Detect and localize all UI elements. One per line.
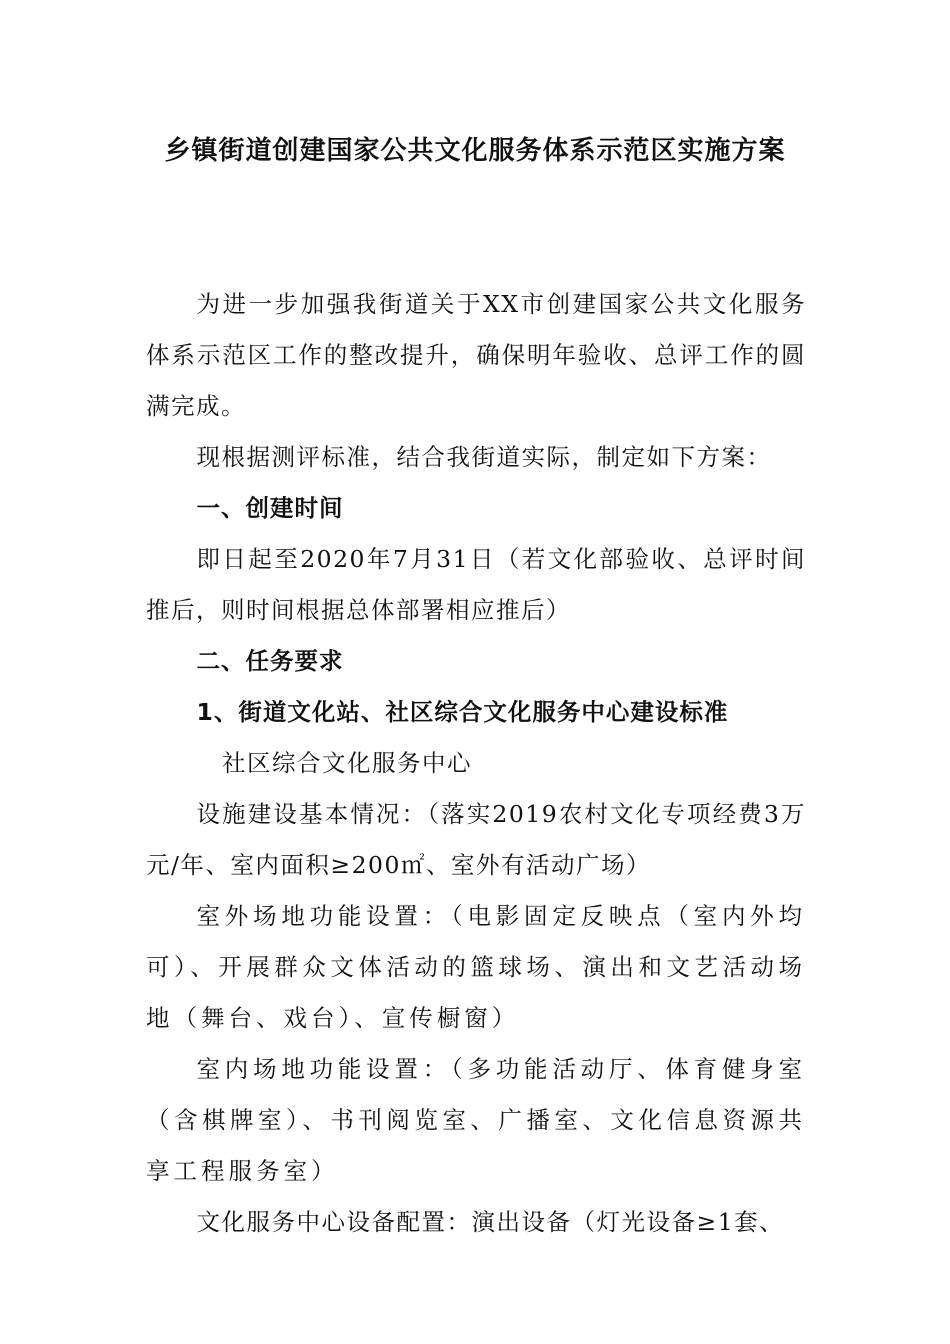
- paragraph-center: 社区综合文化服务中心: [222, 749, 472, 777]
- paragraph-facility: 设施建设基本情况：（落实2019农村文化专项经费3万元/年、室内面积≥200㎡、室外有活动广场）: [146, 800, 806, 879]
- section-heading-time: 一、创建时间: [196, 494, 344, 522]
- document-body: [146, 279, 806, 1248]
- document-title: 乡镇街道创建国家公共文化服务体系示范区实施方案: [164, 136, 786, 166]
- section-heading-tasks: 二、任务要求: [196, 647, 344, 675]
- paragraph-outdoor: 室外场地功能设置：（电影固定反映点（室内外均可）、开展群众文体活动的篮球场、演出和文艺活动场地（舞台、戏台）、宣传橱窗）: [146, 902, 806, 1032]
- paragraph-basis: 现根据测评标准，结合我街道实际，制定如下方案：: [196, 443, 772, 471]
- paragraph-intro: 为进一步加强我街道关于XX市创建国家公共文化服务体系示范区工作的整改提升，确保明年验收、总评工作的圆满完成。: [146, 290, 806, 420]
- subsection-heading-standards: 1、街道文化站、社区综合文化服务中心建设标准: [196, 698, 729, 726]
- paragraph-equipment: 文化服务中心设备配置：演出设备（灯光设备≥1套、: [196, 1208, 785, 1236]
- paragraph-indoor: 室内场地功能设置：（多功能活动厅、体育健身室（含棋牌室）、书刊阅览室、广播室、文化信息资源共享工程服务室）: [146, 1055, 806, 1185]
- paragraph-time: 即日起至2020年7月31日（若文化部验收、总评时间推后，则时间根据总体部署相应推后）: [146, 545, 806, 624]
